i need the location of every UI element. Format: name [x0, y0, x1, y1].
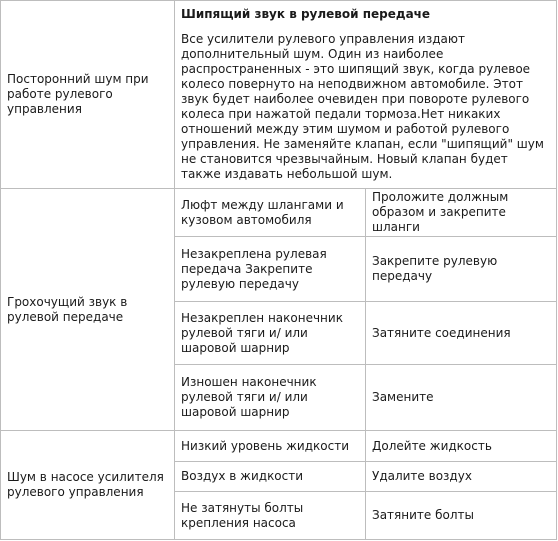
fix-cell: Затяните болты — [366, 492, 557, 540]
table-row — [1, 189, 557, 237]
cause-cell: Не затянуты болты крепления насоса — [175, 492, 366, 540]
fix-cell: Закрепите рулевую передачу — [366, 237, 557, 302]
cause-cell: Люфт между шлангами и кузовом автомобиля — [175, 189, 366, 237]
fix-cell: Удалите воздух — [366, 462, 557, 492]
symptom-cell: Шум в насосе усилителя рулевого управления — [1, 431, 175, 540]
cause-cell: Незакреплен наконечник рулевой тяги и/ или шаровой шарнир — [175, 302, 366, 365]
fix-cell: Замените — [366, 365, 557, 431]
cause-cell: Низкий уровень жидкости — [175, 431, 366, 462]
table-row — [1, 1, 557, 189]
fix-cell: Затяните соединения — [366, 302, 557, 365]
fix-cell: Проложите должным образом и закрепите шланги — [366, 189, 557, 237]
fix-cell: Долейте жидкость — [366, 431, 557, 462]
hiss-title: Шипящий звук в рулевой передаче — [181, 7, 431, 21]
symptom-cell: Посторонний шум при работе рулевого управления — [1, 1, 175, 189]
symptom-cell: Грохочущий звук в рулевой передаче — [1, 189, 175, 431]
cause-cell: Незакреплена рулевая передача Закрепите рулевую передачу — [175, 237, 366, 302]
cause-cell: Воздух в жидкости — [175, 462, 366, 492]
hiss-body: Все усилители рулевого управления издают дополнительный шум. Один из наиболее распространенных - это шипящий звук, когда рулевое колесо повернуто на неподвижном автомобиле. Этот звук будет наиболее очевиден при повороте рулевого колеса при нажатой педали тормоза.Нет никаких отношений между этим шумом и работой рулевого управления. Не заменяйте клапан, если "шипящий" шум не становится чрезвычайным. Новый клапан будет также издавать небольшой шум. — [181, 32, 544, 181]
cause-cell: Изношен наконечник рулевой тяги и/ или шаровой шарнир — [175, 365, 366, 431]
hiss-description-cell — [175, 1, 557, 189]
table-row — [1, 431, 557, 462]
